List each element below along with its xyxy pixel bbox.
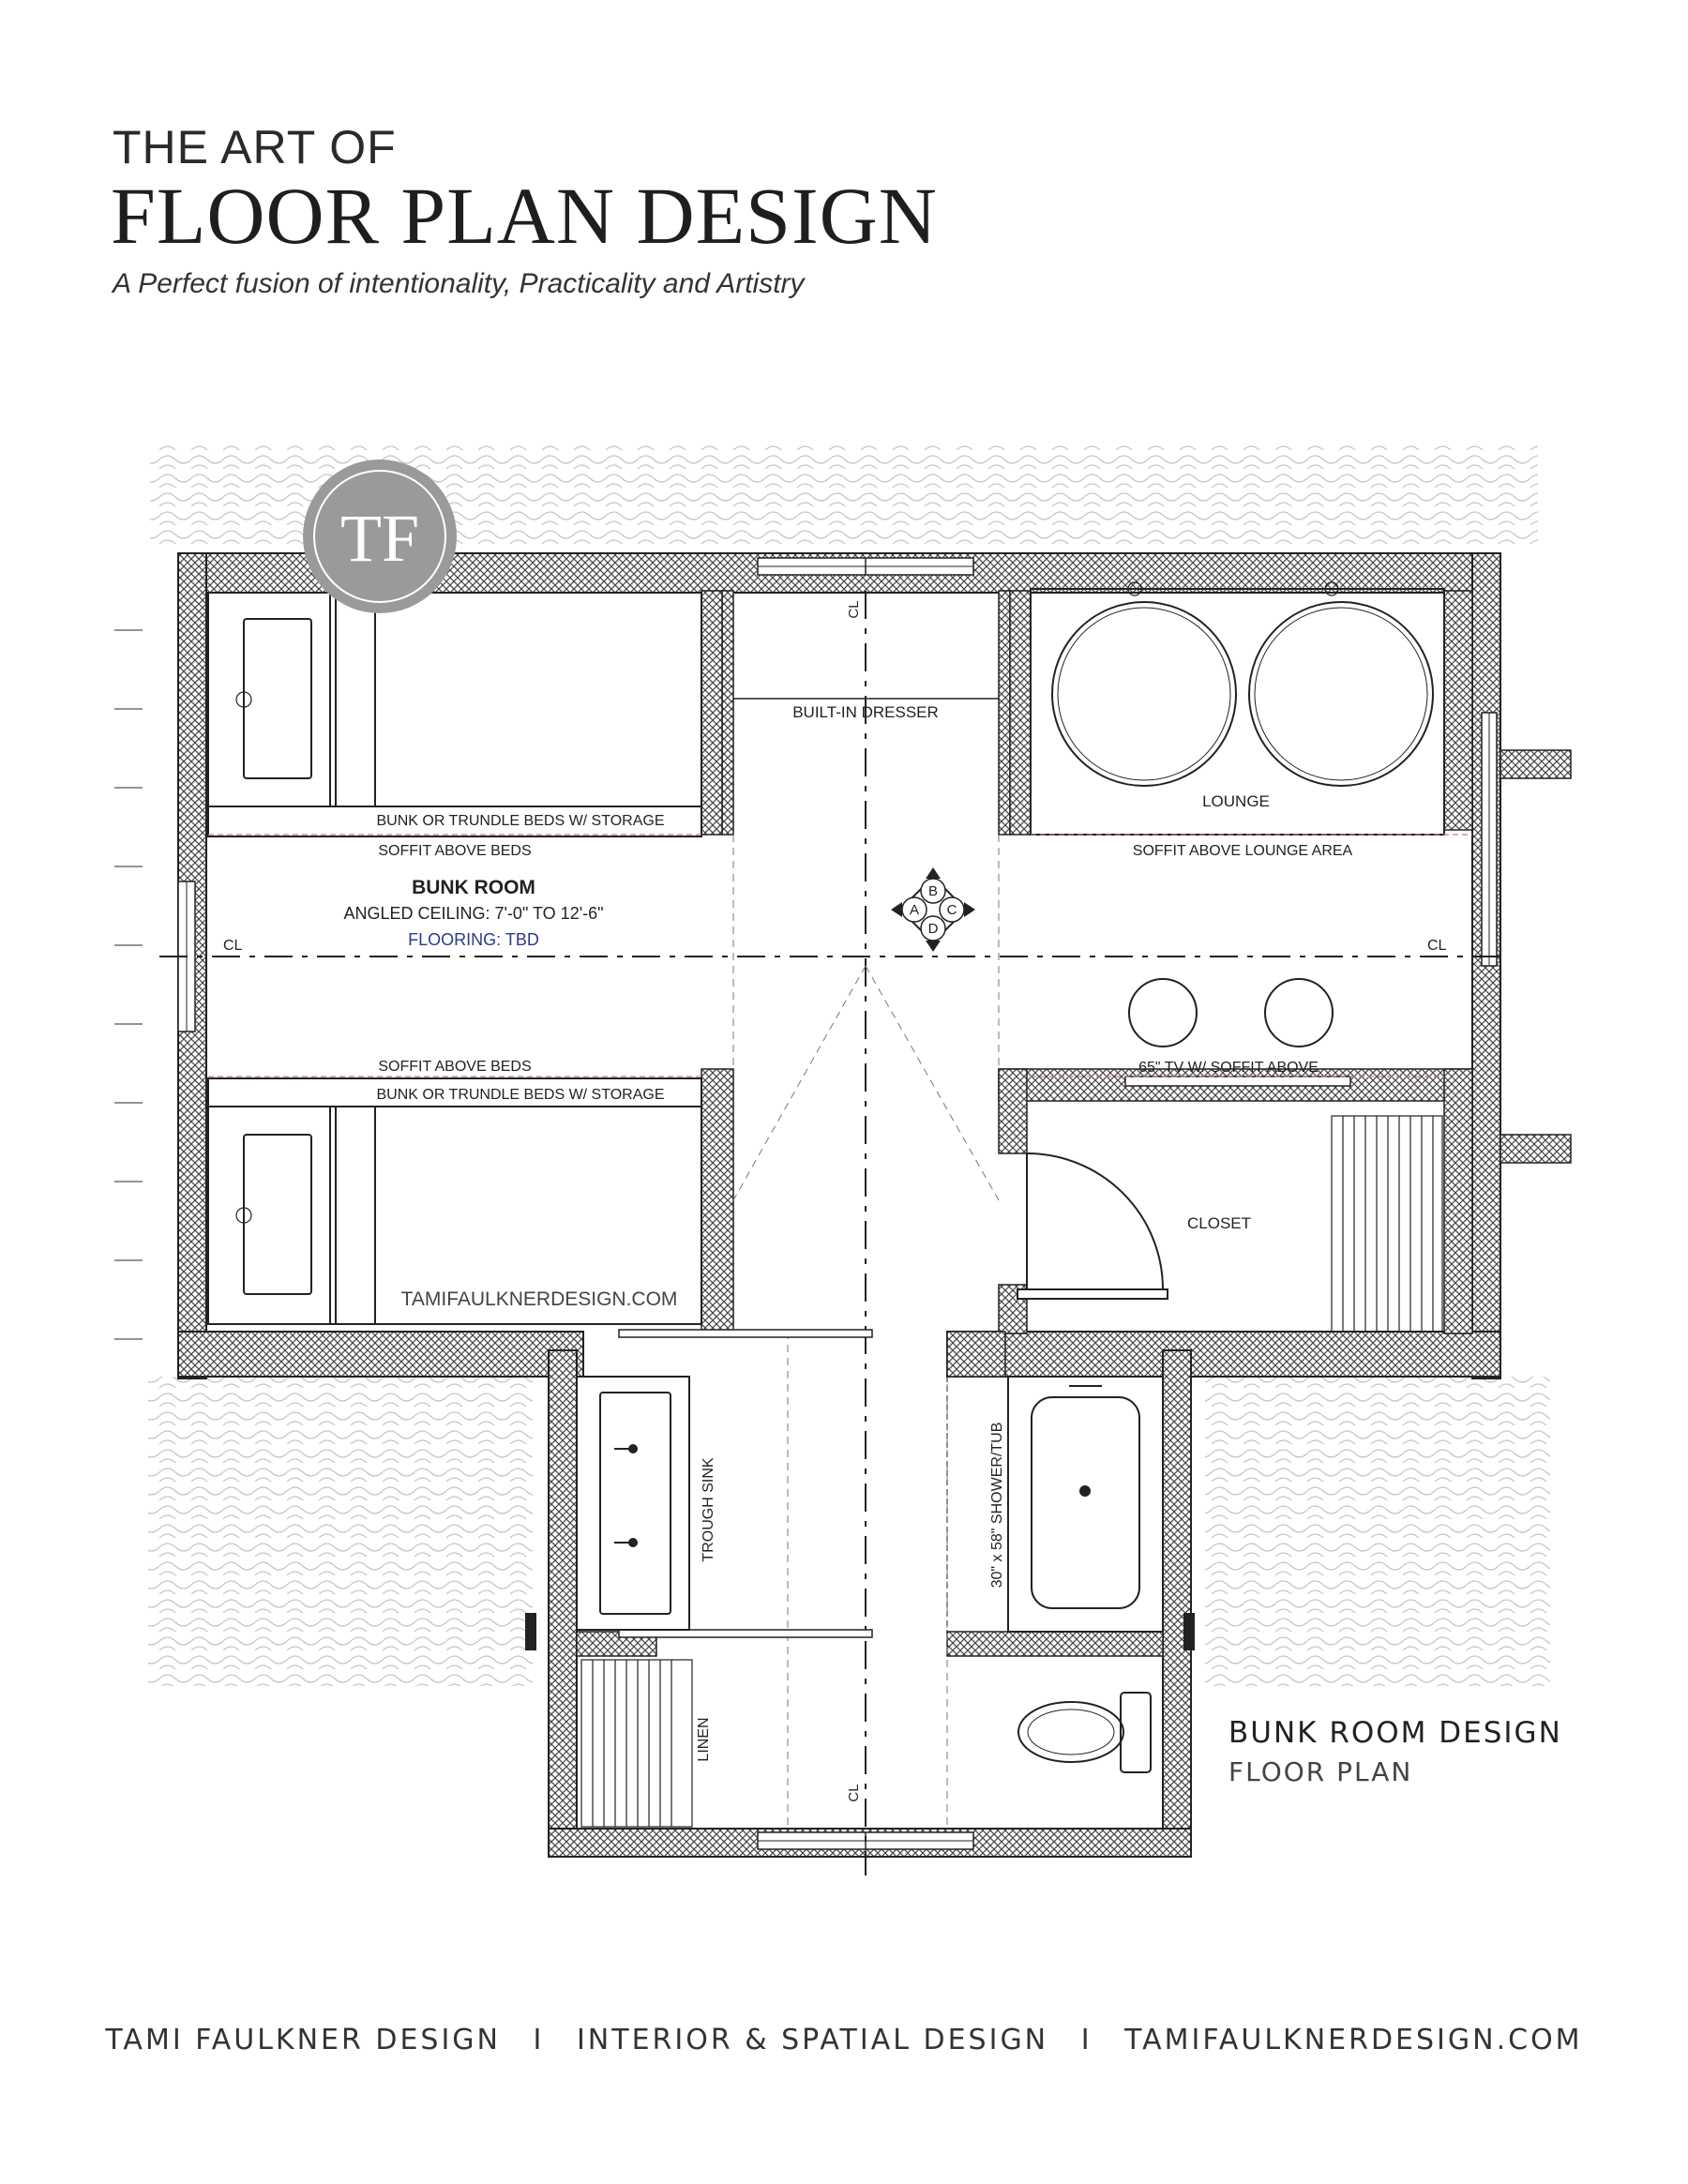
toilet	[1018, 1693, 1151, 1772]
logo-badge	[303, 459, 457, 613]
label-room-name: BUNK ROOM	[412, 877, 535, 898]
ottomans	[1129, 979, 1333, 1047]
label-website: TAMIFAULKNERDESIGN.COM	[400, 1288, 678, 1310]
label-bunk-beds-top: BUNK OR TRUNDLE BEDS W/ STORAGE	[376, 813, 665, 829]
tv-unit	[1125, 1077, 1350, 1086]
footer-separator-1: I	[533, 2024, 545, 2056]
label-trough-sink: TROUGH SINK	[701, 1457, 716, 1562]
compass-b: B	[927, 883, 939, 899]
compass-rose	[891, 867, 975, 952]
wall-dresser-left	[722, 591, 733, 835]
wall-closet-east	[1444, 1069, 1472, 1333]
wall-dresser-right	[999, 591, 1010, 835]
label-shower-tub: 30" x 58" SHOWER/TUB	[989, 1422, 1005, 1589]
label-cl-north: CL	[846, 600, 862, 619]
header-title: FLOOR PLAN DESIGN	[111, 171, 938, 261]
closet-shelving	[1332, 1116, 1442, 1332]
jamb-right	[1183, 1613, 1195, 1650]
wall-closet-west	[999, 1069, 1027, 1153]
trough-sink	[577, 1377, 689, 1630]
label-cl-east: CL	[1427, 938, 1447, 954]
compass-d: D	[927, 921, 939, 937]
wall-lounge-right	[1444, 591, 1472, 830]
exterior-hatch-right	[1205, 1377, 1550, 1686]
footer-brand: TAMI FAULKNER DESIGN	[105, 2024, 501, 2056]
linen-shelving	[581, 1660, 692, 1827]
logo-monogram: TF	[339, 501, 420, 576]
label-cl-west: CL	[223, 938, 243, 954]
label-soffit-beds-bottom: SOFFIT ABOVE BEDS	[378, 1059, 532, 1075]
bunk-bed-top	[208, 593, 701, 836]
exterior-ticks	[114, 630, 143, 1339]
label-lounge: LOUNGE	[1202, 792, 1270, 810]
wall-bunk-top-right	[701, 591, 722, 835]
bathtub	[947, 1377, 1163, 1632]
wall-bath-stub	[947, 1332, 1005, 1377]
exterior-hatch-left	[148, 1377, 533, 1686]
label-tv: 65" TV W/ SOFFIT ABOVE	[1138, 1060, 1319, 1076]
bunk-bed-bottom	[208, 1078, 701, 1324]
wall-bath-west	[549, 1350, 577, 1857]
window-north	[758, 558, 973, 575]
closet-door	[1017, 1153, 1168, 1299]
jamb-left	[525, 1613, 536, 1650]
label-bunk-beds-bottom: BUNK OR TRUNDLE BEDS W/ STORAGE	[376, 1087, 665, 1103]
footer-separator-2: I	[1080, 2024, 1093, 2056]
wall-tub-south	[947, 1632, 1163, 1656]
label-soffit-lounge: SOFFIT ABOVE LOUNGE AREA	[1132, 843, 1353, 859]
label-closet: CLOSET	[1186, 1214, 1252, 1232]
compass-c: C	[946, 902, 957, 918]
label-soffit-beds-top: SOFFIT ABOVE BEDS	[378, 843, 532, 859]
wall-bunk-bottom-right	[701, 1069, 733, 1333]
footer-site: TAMIFAULKNERDESIGN.COM	[1124, 2024, 1583, 2056]
caption-title: BUNK ROOM DESIGN	[1228, 1716, 1562, 1750]
caption-subtitle: FLOOR PLAN	[1228, 1756, 1413, 1787]
footer-service: INTERIOR & SPATIAL DESIGN	[576, 2024, 1049, 2056]
header-line1: THE ART OF	[113, 121, 397, 173]
header-tagline: A Perfect fusion of intentionality, Practicality and Artistry	[113, 268, 805, 299]
wall-bath-east	[1163, 1350, 1191, 1857]
label-cl-south: CL	[846, 1784, 862, 1802]
label-linen: LINEN	[696, 1717, 712, 1762]
compass-a: A	[909, 902, 920, 918]
wall-south-left	[178, 1332, 583, 1377]
label-flooring: FLOORING: TBD	[408, 930, 539, 949]
label-ceiling: ANGLED CEILING: 7'-0" TO 12'-6"	[343, 904, 604, 923]
wall-lounge-left	[1010, 591, 1031, 835]
footer	[0, 2024, 1688, 2056]
wall-south-right	[947, 1332, 1500, 1377]
label-built-in-dresser: BUILT-IN DRESSER	[792, 703, 939, 721]
